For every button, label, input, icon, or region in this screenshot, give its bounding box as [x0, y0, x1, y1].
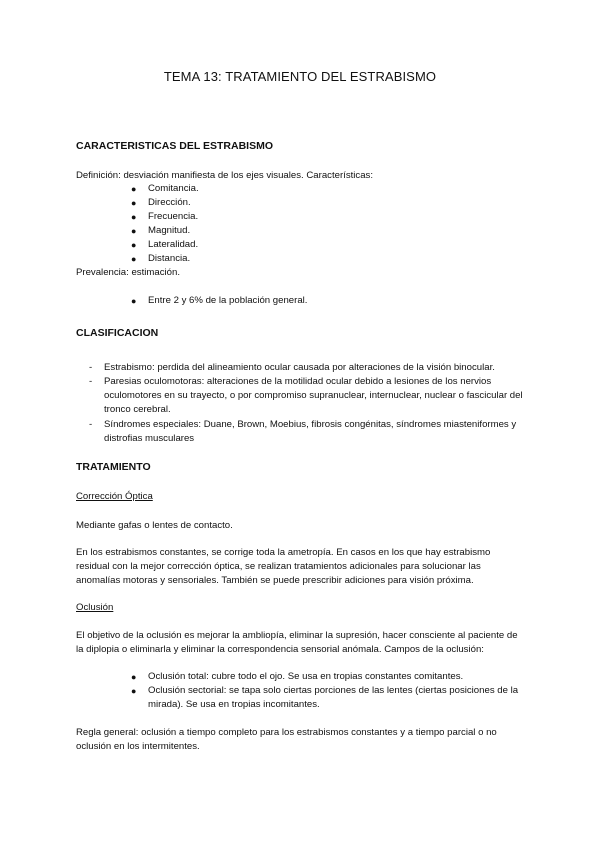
dash-marker: -: [89, 419, 93, 430]
definition-text: Definición: desviación manifiesta de los ejes visuales. Características:: [76, 170, 374, 181]
paragraph: Regla general: oclusión a tiempo completo para los estrabismos constantes y a tiempo parcial o no oclusión en los intermitentes.: [76, 727, 497, 752]
bullet-icon: ●: [131, 212, 137, 222]
section-heading-clasificacion: CLASIFICACION: [76, 327, 159, 339]
section-heading-caracteristicas: CARACTERISTICAS DEL ESTRABISMO: [76, 140, 273, 152]
subheading-correccion-optica: Corrección Óptica: [76, 491, 153, 502]
prevalence-text: Prevalencia: estimación.: [76, 267, 180, 278]
page-title: TEMA 13: TRATAMIENTO DEL ESTRABISMO: [163, 69, 437, 84]
dash-marker: -: [89, 362, 93, 373]
bullet-icon: ●: [131, 254, 137, 264]
paragraph: El objetivo de la oclusión es mejorar la ambliopía, eliminar la supresión, hacer consciente al paciente de la diplopia o eliminarla y eliminar la correspondencia sensorial anómala. Campos de la oclusión:: [76, 630, 518, 655]
document-page: TEMA 13: TRATAMIENTO DEL ESTRABISMO CARACTERISTICAS DEL ESTRABISMO Definición: desviación manifiesta de los ejes visuales. Características: ● Comitancia. ● Dirección. ● Frecuencia. ● Magnitud. ● Lateralidad. ● Distancia. Prevalencia: estimación. ● Entre 2 y 6% de la población general. CLASIFICACION - Estrabismo: perdida del alineamiento ocular causada por alteraciones de la visión binocular. - Paresias oculomotoras: alteraciones de la motilidad ocular debido a lesiones de los nervios oculomotores en su trayecto, o por compromiso supranuclear, internuclear, nuclear o fascicular del tronco cerebral. - Síndromes especiales: Duane, Brown, Moebius, fibrosis congénitas, síndromes miasteniformes y distrofias musculares TRATAMIENTO Corrección Óptica Mediante gafas o lentes de contacto. En los estrabismos constantes, se corrige toda la ametropía. En casos en los que hay estrabismo residual con la mejor corrección óptica, se realizan tratamientos adicionales para solucionar las anomalías motoras y sensoriales. También se puede prescribir adiciones para visión próxima. Oclusión El objetivo de la oclusión es mejorar la ambliopía, eliminar la supresión, hacer consciente al paciente de la diplopia o eliminarla y eliminar la correspondencia sensorial anómala. Campos de la oclusión: ● Oclusión total: cubre todo el ojo. Se usa en tropias constantes comitantes. ● Oclusión sectorial: se tapa solo ciertas porciones de las lentes (ciertas posiciones de la mirada). Se usa en tropias incomitantes. Regla general: oclusión a tiempo completo para los estrabismos constantes y a tiempo parcial o no oclusión en los intermitentes.: [0, 0, 600, 848]
bullet-icon: ●: [131, 686, 137, 696]
dash-marker: -: [89, 376, 93, 387]
bullet-icon: ●: [131, 226, 137, 236]
bullet-icon: ●: [131, 184, 137, 194]
paragraph: En los estrabismos constantes, se corrige toda la ametropía. En casos en los que hay estrabismo residual con la mejor corrección óptica, se realizan tratamientos adicionales para solucionar las anomalías motoras y sensoriales. También se puede prescribir adiciones para visión próxima.: [76, 547, 491, 586]
bullet-icon: ●: [131, 672, 137, 682]
bullet-icon: ●: [131, 240, 137, 250]
bullet-icon: ●: [131, 296, 137, 306]
section-heading-tratamiento: TRATAMIENTO: [76, 461, 151, 473]
bullet-icon: ●: [131, 198, 137, 208]
paragraph: Mediante gafas o lentes de contacto.: [76, 520, 233, 531]
subheading-oclusion: Oclusión: [76, 602, 114, 613]
